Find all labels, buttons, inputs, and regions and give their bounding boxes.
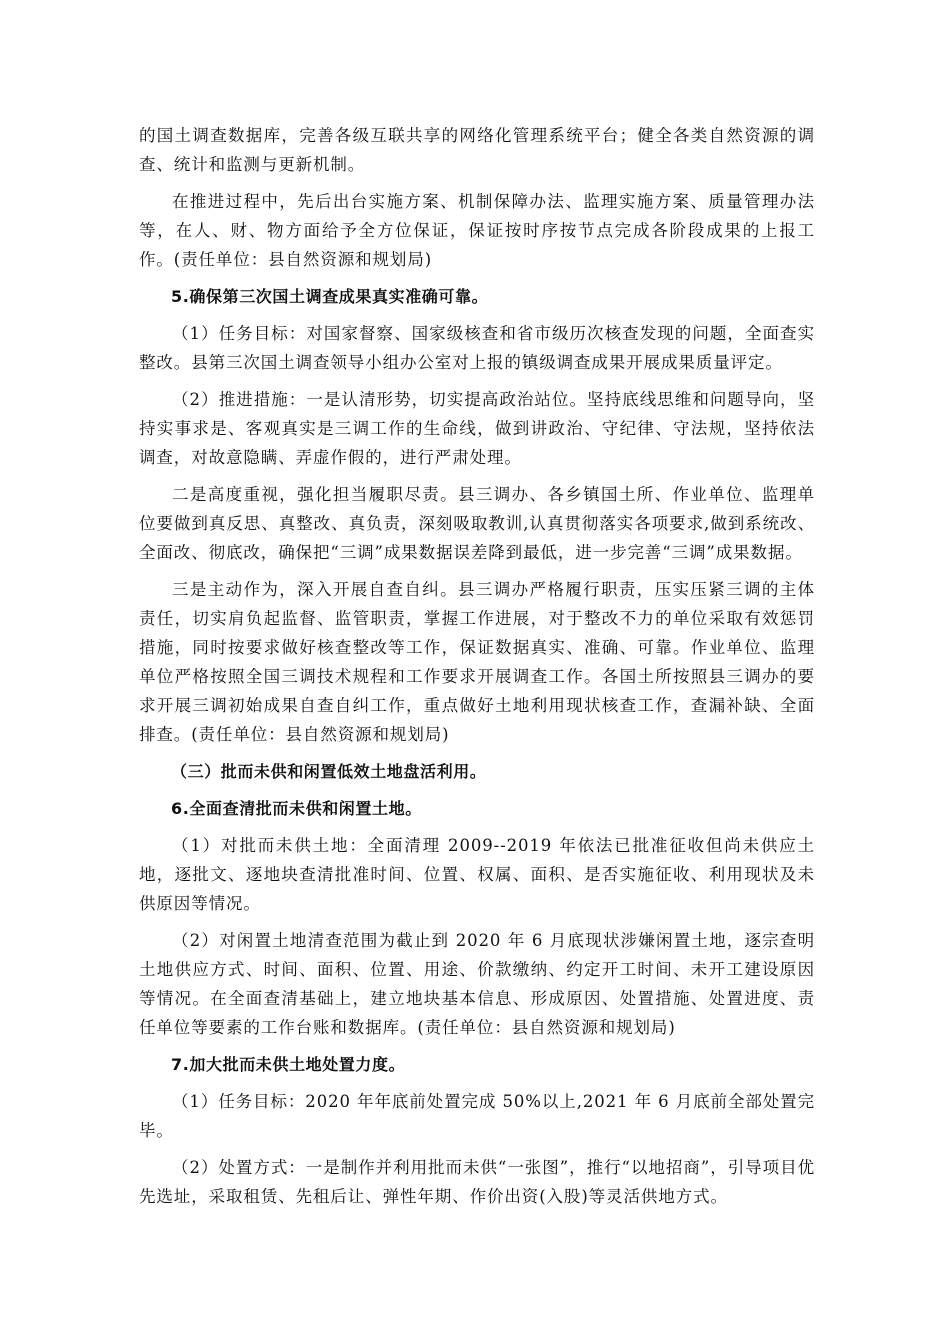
paragraph: 二是高度重视，强化担当履职尽责。县三调办、各乡镇国土所、作业单位、监理单位要做到真反思、真整改、真负责，深刻吸取教训,认真贯彻落实各项要求,做到系统改、全面改、彻底改，确保把“三调”成果数据误差降到最低，进一步完善“三调”成果数据。: [139, 485, 815, 562]
paragraph: 在推进过程中，先后出台实施方案、机制保障办法、监理实施方案、质量管理办法等，在人、财、物方面给予全方位保证，保证按时序按节点完成各阶段成果的上报工作。(责任单位：县自然资源和规划局): [139, 192, 815, 269]
document-body: [139, 121, 815, 1219]
paragraph: （2）处置方式：一是制作并利用批而未供“一张图”，推行“以地招商”，引导项目优先选址，采取租赁、先租后让、弹性年期、作价出资(入股)等灵活供地方式。: [139, 1158, 815, 1206]
section-heading: 5.确保第三次国土调查成果真实准确可靠。: [171, 287, 489, 306]
paragraph: （2）对闲置土地清查范围为截止到 2020 年 6 月底现状涉嫌闲置土地，逐宗查明土地供应方式、时间、面积、位置、用途、价款缴纳、约定开工时间、未开工建设原因等情况。在全面查清基础上，建立地块基本信息、形成原因、处置措施、处置进度、责任单位等要素的工作台账和数据库。(责任单位：县自然资源和规划局): [139, 931, 815, 1037]
section-heading: （三）批而未供和闲置低效土地盘活利用。: [171, 762, 487, 781]
paragraph: （1）对批而未供土地：全面清理 2009--2019 年依法已批准征收但尚未供应土地，逐批文、逐地块查清批准时间、位置、权属、面积、是否实施征收、利用现状及未供原因等情况。: [139, 836, 815, 913]
paragraph: 的国土调查数据库，完善各级互联共享的网络化管理系统平台；健全各类自然资源的调查、统计和监测与更新机制。: [139, 126, 815, 174]
paragraph: （2）推进措施：一是认清形势，切实提高政治站位。坚持底线思维和问题导向，坚持实事求是、客观真实是三调工作的生命线，做到讲政治、守纪律、守法规，坚持依法调查，对故意隐瞒、弄虚作假的，进行严肃处理。: [139, 390, 815, 467]
paragraph: （1）任务目标：对国家督察、国家级核查和省市级历次核查发现的问题，全面查实整改。县第三次国土调查领导小组办公室对上报的镇级调查成果开展成果质量评定。: [139, 324, 815, 372]
section-heading: 6.全面查清批而未供和闲置土地。: [171, 799, 422, 818]
paragraph: 三是主动作为，深入开展自查自纠。县三调办严格履行职责，压实压紧三调的主体责任，切实肩负起监督、监管职责，掌握工作进展，对于整改不力的单位采取有效惩罚措施，同时按要求做好核查整改等工作，保证数据真实、准确、可靠。作业单位、监理单位严格按照全国三调技术规程和工作要求开展调查工作。各国土所按照县三调办的要求开展三调初始成果自查自纠工作，重点做好土地利用现状核查工作，查漏补缺、全面排查。(责任单位：县自然资源和规划局): [139, 580, 815, 744]
paragraph: （1）任务目标：2020 年年底前处置完成 50%以上,2021 年 6 月底前全部处置完毕。: [139, 1092, 815, 1140]
section-heading: 7.加大批而未供土地处置力度。: [171, 1055, 406, 1074]
